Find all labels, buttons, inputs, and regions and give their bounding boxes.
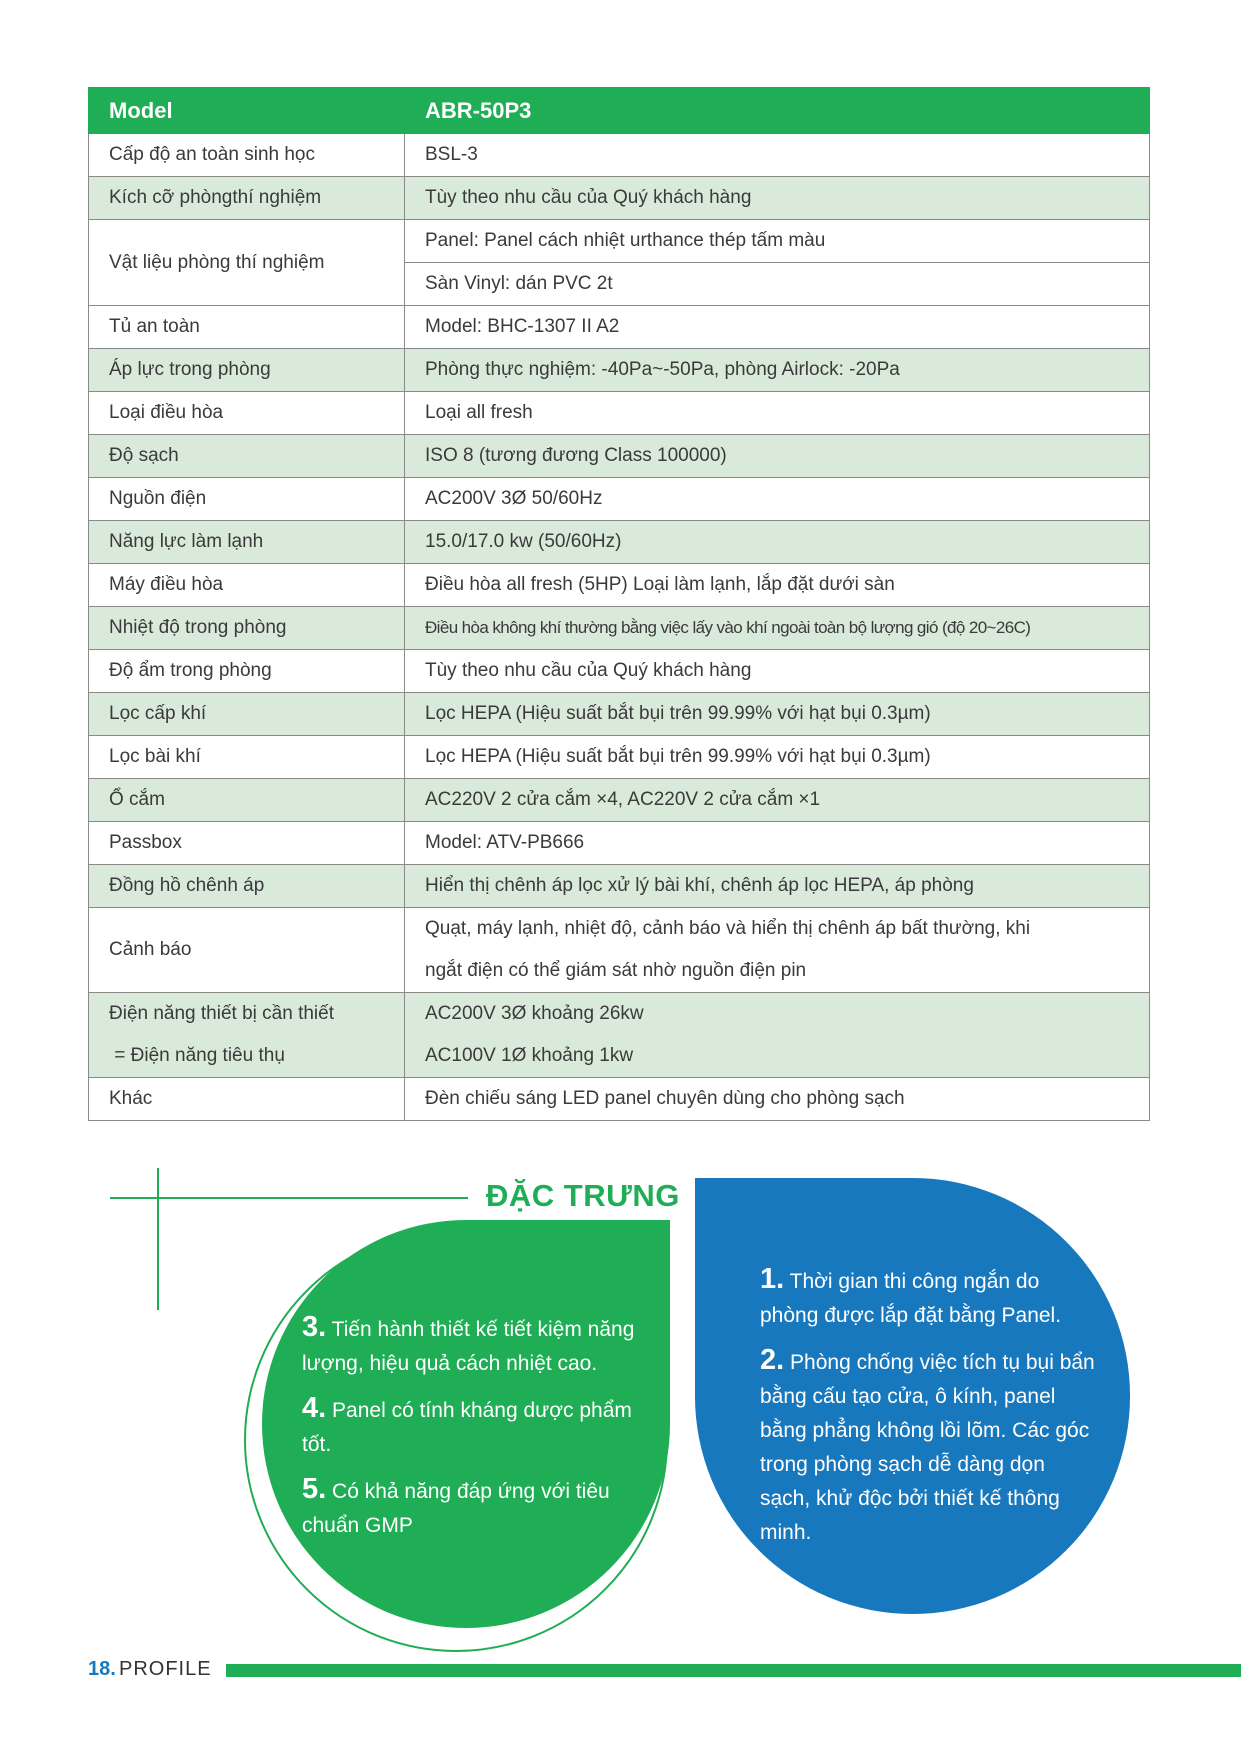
row-value: Đèn chiếu sáng LED panel chuyên dùng cho phòng sạch xyxy=(405,1078,1150,1121)
row-label: Ổ cắm xyxy=(89,779,405,822)
page-number: 18. xyxy=(88,1658,116,1680)
table-row xyxy=(89,993,1150,1078)
decorative-vertical-line xyxy=(157,1168,159,1310)
row-label: Loại điều hòa xyxy=(89,392,405,435)
spec-table xyxy=(88,87,1150,1121)
row-value: Điều hòa không khí thường bằng việc lấy vào khí ngoài toàn bộ lượng gió (độ 20~26C) xyxy=(405,607,1150,650)
row-label: Passbox xyxy=(89,822,405,865)
table-row xyxy=(89,435,1150,478)
row-label: Nguồn điện xyxy=(89,478,405,521)
row-label: Vật liệu phòng thí nghiệm xyxy=(89,220,405,306)
feature-item xyxy=(302,1472,654,1543)
table-row xyxy=(89,220,1150,263)
table-row xyxy=(89,521,1150,564)
row-label: Cảnh báo xyxy=(89,908,405,993)
row-label: Lọc bài khí xyxy=(89,736,405,779)
table-row xyxy=(89,392,1150,435)
row-label: Kích cỡ phòngthí nghiệm xyxy=(89,177,405,220)
feature-item xyxy=(760,1343,1100,1550)
row-value: ISO 8 (tương đương Class 100000) xyxy=(405,435,1150,478)
feature-text: Phòng chống việc tích tụ bụi bẩn bằng cấu tạo cửa, ô kính, panel bằng phẳng không lồi lõm. Các góc trong phòng sạch dễ dàng dọn sạch, khử độc bởi thiết kế thông minh. xyxy=(760,1351,1095,1544)
feature-text: Thời gian thi công ngắn do phòng được lắp đặt bằng Panel. xyxy=(760,1270,1062,1327)
row-value-line: AC100V 1Ø khoảng 1kw xyxy=(425,1045,634,1066)
decorative-horizontal-line xyxy=(110,1197,468,1199)
feature-text: Có khả năng đáp ứng với tiêu chuẩn GMP xyxy=(302,1480,610,1537)
green-feature-list xyxy=(302,1310,654,1553)
row-label: Lọc cấp khí xyxy=(89,693,405,736)
table-row xyxy=(89,693,1150,736)
table-row xyxy=(89,564,1150,607)
row-value xyxy=(405,908,1150,993)
table-row xyxy=(89,306,1150,349)
feature-text: Tiến hành thiết kế tiết kiệm năng lượng, hiệu quả cách nhiệt cao. xyxy=(302,1318,635,1375)
row-label-line: = Điện năng tiêu thụ xyxy=(109,1045,285,1066)
table-row xyxy=(89,779,1150,822)
table-row xyxy=(89,908,1150,993)
row-label: Máy điều hòa xyxy=(89,564,405,607)
feature-item xyxy=(760,1262,1100,1333)
table-row xyxy=(89,822,1150,865)
row-value: Phòng thực nghiệm: -40Pa~-50Pa, phòng Airlock: -20Pa xyxy=(405,349,1150,392)
row-value: AC220V 2 cửa cắm ×4, AC220V 2 cửa cắm ×1 xyxy=(405,779,1150,822)
table-row xyxy=(89,478,1150,521)
row-value: Hiển thị chênh áp lọc xử lý bài khí, chênh áp lọc HEPA, áp phòng xyxy=(405,865,1150,908)
row-label-line: Điện năng thiết bị cần thiết xyxy=(109,1003,334,1024)
row-label: Tủ an toàn xyxy=(89,306,405,349)
feature-number: 5. xyxy=(302,1473,327,1505)
row-value: Lọc HEPA (Hiệu suất bắt bụi trên 99.99% với hạt bụi 0.3µm) xyxy=(405,736,1150,779)
row-value: Điều hòa all fresh (5HP) Loại làm lạnh, lắp đặt dưới sàn xyxy=(405,564,1150,607)
feature-number: 4. xyxy=(302,1392,327,1424)
feature-number: 2. xyxy=(760,1344,785,1376)
row-label: Nhiệt độ trong phòng xyxy=(89,607,405,650)
row-label: Đồng hồ chênh áp xyxy=(89,865,405,908)
row-value-line: AC200V 3Ø khoảng 26kw xyxy=(425,1003,644,1024)
table-row xyxy=(89,177,1150,220)
row-label xyxy=(89,993,405,1078)
row-value: Model: BHC-1307 II A2 xyxy=(405,306,1150,349)
blue-feature-list xyxy=(760,1262,1100,1560)
row-label: Năng lực làm lạnh xyxy=(89,521,405,564)
table-row xyxy=(89,865,1150,908)
row-value: Tùy theo nhu cầu của Quý khách hàng xyxy=(405,650,1150,693)
row-label: Độ sạch xyxy=(89,435,405,478)
row-value: Lọc HEPA (Hiệu suất bắt bụi trên 99.99% với hạt bụi 0.3µm) xyxy=(405,693,1150,736)
row-label: Áp lực trong phòng xyxy=(89,349,405,392)
row-value: Panel: Panel cách nhiệt urthance thép tấm màu xyxy=(405,220,1150,263)
header-value: ABR-50P3 xyxy=(405,88,1150,134)
table-row xyxy=(89,650,1150,693)
row-value-line: ngắt điện có thể giám sát nhờ nguồn điện pin xyxy=(425,960,807,981)
row-label: Độ ẩm trong phòng xyxy=(89,650,405,693)
row-value-line: Quạt, máy lạnh, nhiệt độ, cảnh báo và hiển thị chênh áp bất thường, khi xyxy=(425,918,1031,939)
row-value xyxy=(405,993,1150,1078)
feature-item xyxy=(302,1391,654,1462)
table-row xyxy=(89,349,1150,392)
section-title: ĐẶC TRƯNG xyxy=(486,1178,680,1213)
feature-number: 3. xyxy=(302,1311,327,1343)
row-value: BSL-3 xyxy=(405,134,1150,177)
table-row xyxy=(89,134,1150,177)
row-label: Khác xyxy=(89,1078,405,1121)
header-label: Model xyxy=(89,88,405,134)
table-row xyxy=(89,736,1150,779)
footer-bar xyxy=(226,1664,1241,1677)
row-value: Loại all fresh xyxy=(405,392,1150,435)
row-value: Tùy theo nhu cầu của Quý khách hàng xyxy=(405,177,1150,220)
feature-text: Panel có tính kháng dược phẩm tốt. xyxy=(302,1399,632,1456)
table-row xyxy=(89,1078,1150,1121)
row-value: Sàn Vinyl: dán PVC 2t xyxy=(405,263,1150,306)
feature-number: 1. xyxy=(760,1263,785,1295)
row-value: AC200V 3Ø 50/60Hz xyxy=(405,478,1150,521)
footer-label: PROFILE xyxy=(119,1658,212,1680)
table-row xyxy=(89,607,1150,650)
table-header-row xyxy=(89,88,1150,134)
feature-item xyxy=(302,1310,654,1381)
row-value: 15.0/17.0 kw (50/60Hz) xyxy=(405,521,1150,564)
row-label: Cấp độ an toàn sinh học xyxy=(89,134,405,177)
row-value: Model: ATV-PB666 xyxy=(405,822,1150,865)
